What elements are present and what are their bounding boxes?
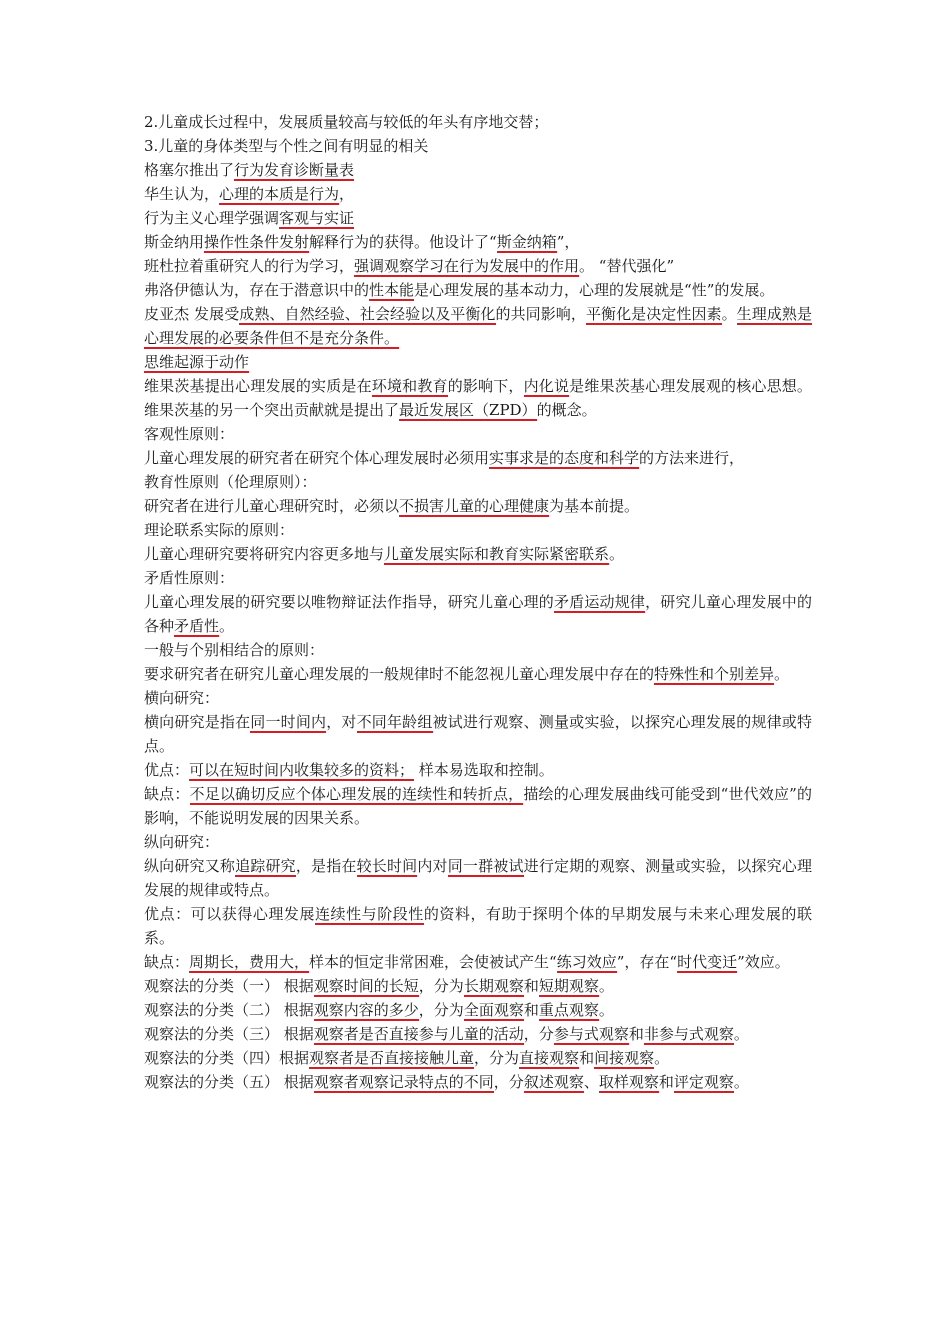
paragraph-line [144,590,812,638]
underlined-text: 评定观察 [673,1073,734,1091]
paragraph-line [144,350,812,374]
text-span: 样本易选取和控制。 [414,761,554,779]
paragraph-line [144,902,812,950]
underlined-text: 取样观察 [598,1073,659,1091]
text-span: 华生认为， [144,185,220,203]
underlined-text: 斯金纳箱 [496,233,557,251]
underlined-text: 追踪研究 [235,857,296,875]
paragraph-line [144,302,812,350]
text-span: 和 [628,1025,644,1043]
text-span: 。 [609,545,625,563]
text-span: 的共同影响， [495,305,586,323]
text-span: 理论联系实际的原则： [144,521,295,539]
paragraph-line [144,662,812,686]
text-span: 。 [733,1073,749,1091]
underlined-text: 成熟、自然经验、社会经验以及平衡化 [239,305,496,323]
underlined-text: 平衡化是决定性因素 [585,305,722,323]
text-span: 进行定期的观察、测量或实验，以探究心理发展的规律或特点。 [144,857,812,899]
underlined-text: 强调观察学习在行为发展中的作用 [354,257,580,275]
text-span: ，研究儿童心理发展中的各种 [144,593,812,635]
text-span: 被试进行观察、测量或实验，以探究心理发展的规律或特点。 [144,713,812,755]
underlined-text: 练习效应 [556,953,617,971]
underlined-text: 内化说 [523,377,570,395]
underlined-text: 矛盾运动规律 [554,593,646,611]
underlined-text: 短期观察 [538,977,599,995]
underlined-text: 环境和教育 [371,377,448,395]
text-span: 3.儿童的身体类型与个性之间有明显的相关 [144,137,429,155]
paragraph-line [144,278,812,302]
paragraph-line [144,566,812,590]
text-span: 的方法来进行， [639,449,745,467]
underlined-text: 观察者观察记录特点的不同 [313,1073,494,1091]
text-span: 行为主义心理学强调 [144,209,280,227]
text-span: 观察法的分类（四）根据 [144,1049,310,1067]
underlined-text: 观察时间的长短 [313,977,419,995]
text-span: 儿童心理发展的研究者在研究个体心理发展时必须用 [144,449,490,467]
text-span: 弗洛伊德认为，存在于潜意识中的 [144,281,370,299]
text-span: 横向研究是指在 [144,713,251,731]
paragraph-line [144,494,812,518]
text-span: 观察法的分类（一） 根据 [144,977,314,995]
text-span: ，分为 [418,1001,464,1019]
text-span: ，对 [326,713,357,731]
underlined-text: 实事求是的态度和科学 [489,449,640,467]
paragraph-line [144,1022,812,1046]
underlined-text: 连续性与阶段性 [315,905,424,923]
paragraph-line [144,758,812,782]
paragraph-line [144,182,812,206]
text-span: 2.儿童成长过程中，发展质量较高与较低的年头有序地交替； [144,113,549,131]
underlined-text: 同一群被试 [447,857,524,875]
paragraph-line [144,374,812,422]
text-span: ，是指在 [295,857,357,875]
text-span: ，分为 [418,977,464,995]
text-span: 。 [721,305,737,323]
text-span: 和 [579,1049,595,1067]
paragraph-line [144,974,812,998]
text-span: 观察法的分类（二） 根据 [144,1001,314,1019]
paragraph-line [144,686,812,710]
text-span: 缺点： [144,785,190,803]
paragraph-line [144,110,812,134]
underlined-text: 较长时间 [356,857,418,875]
paragraph-line [144,710,812,758]
text-span: 和 [523,1001,539,1019]
text-span: 纵向研究： [144,833,220,851]
underlined-text: 操作性条件发射 [204,233,310,251]
text-span: 优点： [144,761,190,779]
text-span: 观察法的分类（三） 根据 [144,1025,314,1043]
text-span: 样本的恒定非常困难，会使被试产生“ [309,953,557,971]
underlined-text: 观察者是否直接接触儿童 [309,1049,475,1067]
paragraph-line [144,638,812,662]
text-span: 。 [598,977,614,995]
underlined-text: 客观与实证 [279,209,355,227]
underlined-text: 不损害儿童的心理健康 [399,497,550,515]
underlined-text: 全面观察 [463,1001,524,1019]
paragraph-line [144,830,812,854]
text-span: 横向研究： [144,689,220,707]
underlined-text: 可以在短时间内收集较多的资料； [189,761,415,779]
underlined-text: 间接观察 [594,1049,655,1067]
underlined-text: 不同年龄组 [356,713,433,731]
text-span: 矛盾性原则： [144,569,235,587]
paragraph-line [144,206,812,230]
underlined-text: 生理成熟是心理发展的必要条件但不是充分条件。 [144,305,812,347]
paragraph-line [144,998,812,1022]
text-span: 纵向研究又称 [144,857,236,875]
paragraph-line [144,422,812,446]
paragraph-line [144,1070,812,1094]
text-span: 描绘的心理发展曲线可能受到“世代效应”的影响，不能说明发展的因果关系。 [144,785,812,827]
text-span: ，分 [523,1025,554,1043]
document-body [144,110,812,1094]
text-span: 。 [219,617,235,635]
text-span: 为基本前提。 [549,497,640,515]
underlined-text: 直接观察 [519,1049,580,1067]
text-span: 优点：可以获得心理发展 [144,905,316,923]
text-span: 皮亚杰 发展受 [144,305,240,323]
paragraph-line [144,1046,812,1070]
text-span: 斯金纳用 [144,233,205,251]
text-span: 维果茨基提出心理发展的实质是在 [144,377,372,395]
text-span: 。 “替代强化” [579,257,675,275]
text-span: ”效应。 [737,953,790,971]
text-span: 和 [523,977,539,995]
text-span: 。 [598,1001,614,1019]
paragraph-line [144,518,812,542]
underlined-text: 最近发展区（ZPD） [399,401,537,419]
underlined-text: 同一时间内 [250,713,327,731]
text-span: 的资料，有助于探明个体的早期发展与未来心理发展的联系。 [144,905,812,947]
text-span: 内对 [417,857,448,875]
text-span: 儿童心理发展的研究要以唯物辩证法作指导，研究儿童心理的 [144,593,554,611]
text-span: 缺点： [144,953,190,971]
paragraph-line [144,134,812,158]
underlined-text: 特殊性和个别差异 [654,665,775,683]
text-span: 。 [774,665,790,683]
text-span: 研究者在进行儿童心理研究时，必须以 [144,497,400,515]
text-span: 是心理发展的基本动力，心理的发展就是“性”的发展。 [414,281,775,299]
paragraph-line [144,782,812,830]
text-span: ， [339,185,355,203]
underlined-text: 长期观察 [463,977,524,995]
underlined-text: 非参与式观察 [643,1025,734,1043]
text-span: 班杜拉着重研究人的行为学习， [144,257,355,275]
text-span: 。 [733,1025,749,1043]
text-span: ，分 [493,1073,524,1091]
underlined-text: 儿童发展实际和教育实际紧密联系 [384,545,610,563]
text-span: 教育性原则（伦理原则）： [144,473,317,491]
underlined-text: 不足以确切反应个体心理发展的连续性和转折点， [189,785,524,803]
text-span: 是维果茨基心理发展观的核心思想。维果茨基的另一个突出贡献就是提出了 [144,377,812,419]
underlined-text: 行为发育诊断量表 [234,161,355,179]
underlined-text: 思维起源于动作 [144,353,250,371]
text-span: 客观性原则： [144,425,235,443]
paragraph-line [144,254,812,278]
text-span: 一般与个别相结合的原则： [144,641,325,659]
underlined-text: 性本能 [369,281,415,299]
underlined-text: 矛盾性 [174,617,220,635]
underlined-text: 心理的本质是行为 [219,185,340,203]
text-span: 、 [583,1073,599,1091]
underlined-text: 参与式观察 [553,1025,629,1043]
underlined-text: 周期长，费用大， [189,953,310,971]
text-span: ，分为 [474,1049,520,1067]
text-span: 和 [658,1073,674,1091]
paragraph-line [144,542,812,566]
paragraph-line [144,230,812,254]
underlined-text: 观察者是否直接参与儿童的活动 [313,1025,524,1043]
paragraph-line [144,158,812,182]
text-span: 儿童心理研究要将研究内容更多地与 [144,545,385,563]
text-span: 。 [654,1049,670,1067]
text-span: ”，存在“ [616,953,678,971]
paragraph-line [144,950,812,974]
underlined-text: 观察内容的多少 [313,1001,419,1019]
text-span: 解释行为的获得。他设计了“ [309,233,497,251]
underlined-text: 叙述观察 [523,1073,584,1091]
text-span: 要求研究者在研究儿童心理发展的一般规律时不能忽视儿童心理发展中存在的 [144,665,655,683]
underlined-text: 重点观察 [538,1001,599,1019]
text-span: 格塞尔推出了 [144,161,235,179]
paragraph-line [144,446,812,470]
text-span: 的概念。 [536,401,597,419]
paragraph-line [144,470,812,494]
text-span: ”， [556,233,580,251]
text-span: 观察法的分类（五） 根据 [144,1073,314,1091]
text-span: 的影响下， [447,377,524,395]
underlined-text: 时代变迁 [677,953,738,971]
paragraph-line [144,854,812,902]
